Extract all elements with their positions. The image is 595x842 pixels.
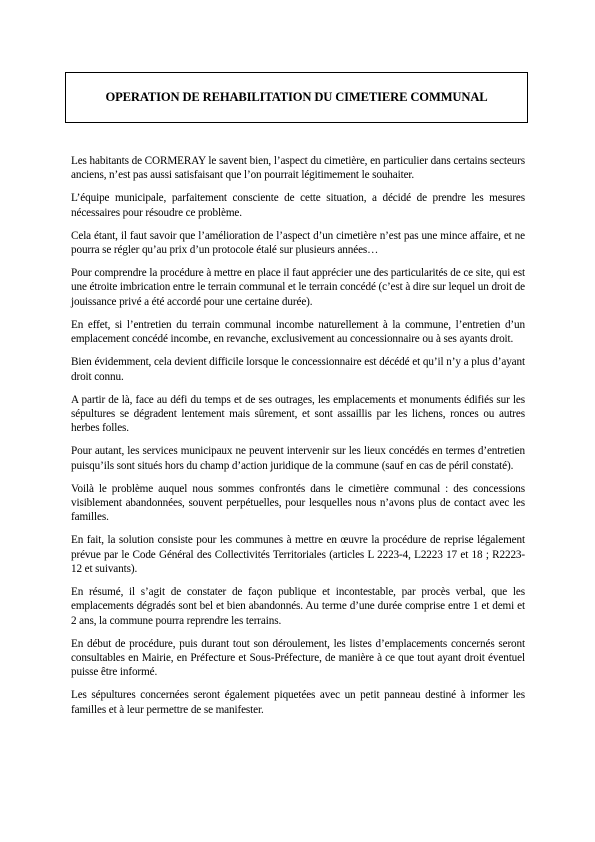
paragraph: En effet, si l’entretien du terrain communal incombe naturellement à la commune, l’entretien d’un emplacement concédé incombe, en revanche, exclusivement au concessionnaire ou à ses ayants droit. bbox=[71, 318, 525, 346]
paragraph: Les sépultures concernées seront également piquetées avec un petit panneau destiné à informer les familles et à leur permettre de se manifester. bbox=[71, 689, 525, 716]
paragraph: Voilà le problème auquel nous sommes confrontés dans le cimetière communal : des concessions visiblement abandonnées, souvent perpétuelles, pour lesquelles nous n’avons plus de contact avec les familles. bbox=[71, 482, 525, 524]
paragraph: Pour comprendre la procédure à mettre en place il faut apprécier une des particularités de ce site, qui est une étroite imbrication entre le terrain communal et le terrain concédé (c’est à dire sur lequel un droit de jouissance privé a été accordé pour une certaine durée). bbox=[71, 267, 525, 308]
paragraph: En fait, la solution consiste pour les communes à mettre en œuvre la procédure de reprise légalement prévue par le Code Général des Collectivités Territoriales (articles L 2223-4, L2223 17 et 18 ; R2223-12 et suivants). bbox=[71, 534, 525, 575]
paragraph: En résumé, il s’agit de constater de façon publique et incontestable, par procès verbal, que les emplacements dégradés sont bel et bien abandonnés. Au terme d’une durée comprise entre 1 et demi et 2 ans, la commune pourra reprendre les terrains. bbox=[71, 586, 525, 627]
title-box bbox=[65, 72, 528, 123]
paragraph: A partir de là, face au défi du temps et de ses outrages, les emplacements et monuments édifiés sur les sépultures se dégradent lentement mais sûrement, et sont assaillis par les lichens, ronces ou autres herbes folles. bbox=[71, 393, 525, 435]
document-body bbox=[71, 154, 525, 726]
paragraph: L’équipe municipale, parfaitement consciente de cette situation, a décidé de prendre les mesures nécessaires pour résoudre ce problème. bbox=[71, 192, 525, 219]
paragraph: Bien évidemment, cela devient difficile lorsque le concessionnaire est décédé et qu’il n’y a plus d’ayant droit connu. bbox=[71, 356, 525, 383]
paragraph: Cela étant, il faut savoir que l’amélioration de l’aspect d’un cimetière n’est pas une mince affaire, et ne pourra se régler qu’au prix d’un protocole étalé sur plusieurs années… bbox=[71, 229, 525, 257]
paragraph: Les habitants de CORMERAY le savent bien, l’aspect du cimetière, en particulier dans certains secteurs anciens, n’est pas aussi satisfaisant que l’on pourrait légitimement le souhaiter. bbox=[71, 155, 525, 182]
document-title: OPERATION DE REHABILITATION DU CIMETIERE COMMUNAL bbox=[105, 90, 488, 104]
paragraph: Pour autant, les services municipaux ne peuvent intervenir sur les lieux concédés en termes d’entretien puisqu’ils sont situés hors du champ d’action juridique de la commune (sauf en cas de péril constaté). bbox=[71, 445, 525, 472]
paragraph: En début de procédure, puis durant tout son déroulement, les listes d’emplacements concernés seront consultables en Mairie, en Préfecture et Sous-Préfecture, de manière à ce que tout ayant droit éventuel puisse être informé. bbox=[71, 637, 525, 679]
